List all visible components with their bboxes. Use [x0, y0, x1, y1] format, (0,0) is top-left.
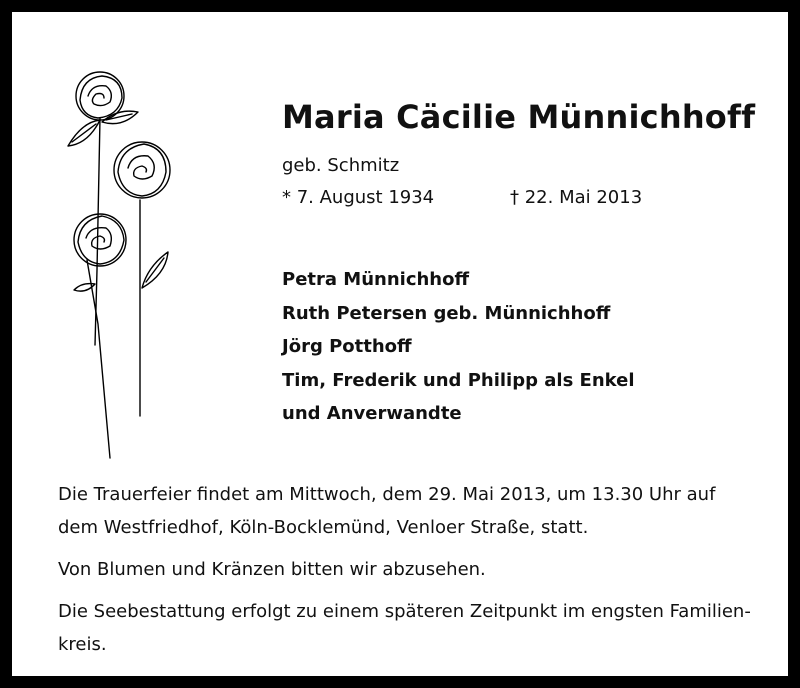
sea-burial-line: Die Seebestattung erfolgt zu einem späteren Zeitpunkt im engsten Familien- [58, 601, 751, 622]
life-dates [282, 187, 643, 208]
mourners-list [282, 263, 635, 431]
mourner-name: Petra Münnichhoff [282, 269, 470, 290]
death-date: † 22. Mai 2013 [510, 187, 643, 208]
birth-date: * 7. August 1934 [282, 187, 435, 208]
mourner-name: und Anverwandte [282, 403, 462, 424]
funeral-info-line: Die Trauerfeier findet am Mittwoch, dem 29. Mai 2013, um 13.30 Uhr auf [58, 484, 716, 505]
notice-body [58, 478, 764, 670]
birth-name: geb. Schmitz [282, 155, 400, 176]
funeral-info [58, 478, 764, 544]
sea-burial-note [58, 595, 764, 661]
flowers-note: Von Blumen und Kränzen bitten wir abzusehen. [58, 559, 486, 580]
funeral-info-line: dem Westfriedhof, Köln-Bocklemünd, Venloer Straße, statt. [58, 517, 589, 538]
deceased-name: Maria Cäcilie Münnichhoff [282, 98, 756, 136]
mourner-name: Ruth Petersen geb. Münnichhoff [282, 302, 611, 324]
mourner-name: Jörg Potthoff [282, 336, 412, 357]
sea-burial-line: kreis. [58, 634, 107, 655]
mourner-name: Tim, Frederik und Philipp als Enkel [282, 369, 635, 391]
rose-illustration-icon [52, 60, 192, 472]
